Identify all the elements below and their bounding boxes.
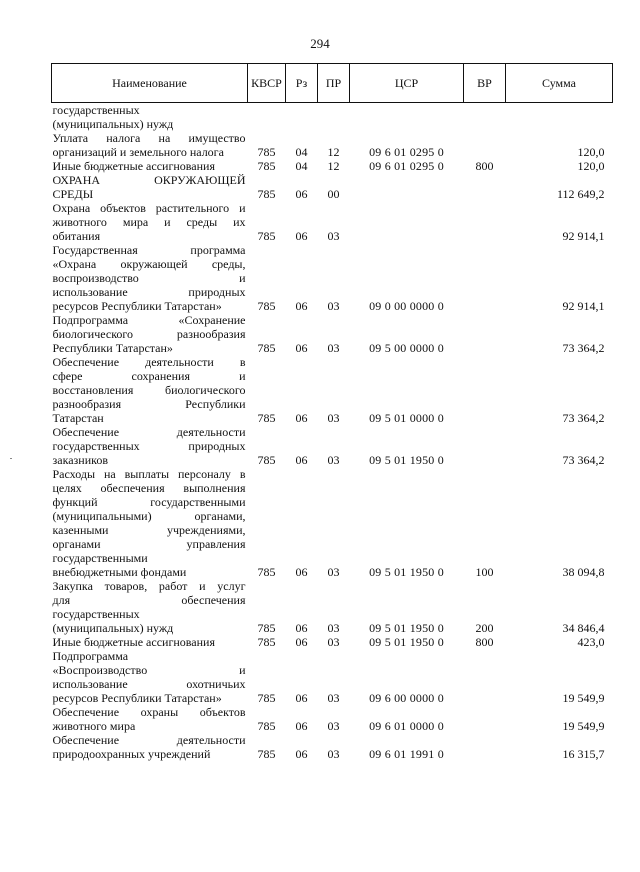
row-name-line: Иные бюджетные ассигнования — [52, 635, 215, 649]
row-rz: 06 — [295, 299, 308, 313]
row-kvsr: 785 — [257, 145, 276, 159]
row-csr: 09 6 01 0295 0 — [369, 159, 444, 173]
row-name — [52, 649, 248, 705]
table-row — [52, 131, 613, 159]
row-vr — [464, 649, 506, 705]
row-rz: 06 — [295, 565, 308, 579]
row-name-line: функций государственными — [52, 495, 246, 509]
row-csr: 09 6 00 0000 0 — [369, 691, 444, 705]
row-rz — [286, 103, 318, 132]
row-pr: 03 — [327, 635, 340, 649]
row-vr: 800 — [475, 635, 494, 649]
row-csr: 09 5 00 0000 0 — [369, 341, 444, 355]
table-row — [52, 635, 613, 649]
table-row — [52, 243, 613, 313]
row-csr: 09 5 01 1950 0 — [369, 565, 444, 579]
row-name — [52, 131, 248, 159]
row-name — [52, 733, 248, 761]
row-name-line: Государственная программа — [52, 243, 246, 257]
row-name-line: Обеспечение деятельности — [52, 733, 246, 747]
row-rz: 06 — [295, 229, 308, 243]
row-csr: 09 6 01 0000 0 — [369, 719, 444, 733]
row-rz: 04 — [295, 145, 308, 159]
row-rz: 06 — [295, 719, 308, 733]
row-csr: 09 6 01 0295 0 — [369, 145, 444, 159]
row-rz: 06 — [295, 411, 308, 425]
row-vr: 100 — [475, 565, 494, 579]
row-name-line: Подпрограмма «Сохранение — [52, 313, 246, 327]
row-kvsr: 785 — [257, 453, 276, 467]
table-row — [52, 579, 613, 635]
row-vr — [464, 243, 506, 313]
row-name-line: (муниципальных) нужд — [52, 621, 174, 635]
table-header — [52, 64, 613, 103]
row-csr — [350, 201, 464, 243]
row-name-line: «Воспроизводство и — [52, 663, 246, 677]
row-name-line: «Охрана окружающей среды, — [52, 257, 246, 271]
row-kvsr: 785 — [257, 719, 276, 733]
table-row — [52, 173, 613, 201]
row-sum: 73 364,2 — [562, 411, 605, 425]
row-sum: 34 846,4 — [562, 621, 605, 635]
row-name-line: использование природных — [52, 285, 246, 299]
header-kvsr: КВСР — [248, 64, 286, 103]
row-name-line: Расходы на выплаты персоналу в — [52, 467, 246, 481]
row-name — [52, 173, 248, 201]
row-csr: 09 5 01 1950 0 — [369, 453, 444, 467]
row-name-line: Республики Татарстан» — [52, 341, 173, 355]
row-pr: 03 — [327, 453, 340, 467]
row-vr — [464, 313, 506, 355]
row-rz: 06 — [295, 453, 308, 467]
row-pr: 03 — [327, 565, 340, 579]
row-sum: 73 364,2 — [562, 341, 605, 355]
row-kvsr: 785 — [257, 229, 276, 243]
row-csr: 09 5 01 0000 0 — [369, 411, 444, 425]
table-row — [52, 159, 613, 173]
row-csr: 09 5 01 1950 0 — [369, 635, 444, 649]
row-name — [52, 159, 248, 173]
row-name-line: для обеспечения — [52, 593, 246, 607]
row-name-line: разнообразия Республики — [52, 397, 246, 411]
row-vr — [464, 173, 506, 201]
row-sum: 19 549,9 — [562, 719, 605, 733]
row-name-line: (муниципальных) нужд — [52, 117, 174, 131]
row-name-line: животного мира и среды их — [52, 215, 246, 229]
row-name-line: воспроизводство и — [52, 271, 246, 285]
row-kvsr: 785 — [257, 159, 276, 173]
page-number: 294 — [310, 36, 330, 51]
row-name-line: государственных — [52, 103, 140, 117]
row-csr — [350, 173, 464, 201]
row-name — [52, 201, 248, 243]
row-sum: 92 914,1 — [562, 299, 605, 313]
row-name-line: органами управления — [52, 537, 246, 551]
row-vr — [464, 201, 506, 243]
row-kvsr: 785 — [257, 187, 276, 201]
row-name-line: ресурсов Республики Татарстан» — [52, 299, 222, 313]
row-rz: 06 — [295, 621, 308, 635]
row-name-line: организаций и земельного налога — [52, 145, 224, 159]
row-name-line: Охрана объектов растительного и — [52, 201, 246, 215]
header-csr: ЦСР — [350, 64, 464, 103]
table-row — [52, 355, 613, 425]
row-vr: 800 — [475, 159, 494, 173]
row-kvsr — [248, 103, 286, 132]
row-rz: 04 — [295, 159, 308, 173]
row-name-line: Обеспечение деятельности в — [52, 355, 246, 369]
row-pr: 03 — [327, 691, 340, 705]
row-rz: 06 — [295, 691, 308, 705]
row-sum: 120,0 — [577, 159, 605, 173]
header-pr: ПР — [318, 64, 350, 103]
row-pr: 03 — [327, 299, 340, 313]
row-vr: 200 — [475, 621, 494, 635]
row-rz: 06 — [295, 341, 308, 355]
row-name — [52, 425, 248, 467]
row-name-line: заказников — [52, 453, 109, 467]
row-csr — [350, 103, 464, 132]
table-row — [52, 649, 613, 705]
row-kvsr: 785 — [257, 621, 276, 635]
budget-table — [51, 63, 613, 761]
row-name-line: восстановления биологического — [52, 383, 246, 397]
row-name-line: (муниципальными) органами, — [52, 509, 246, 523]
row-pr: 12 — [327, 159, 340, 173]
table-row — [52, 705, 613, 733]
row-sum: 92 914,1 — [562, 229, 605, 243]
row-sum: 38 094,8 — [562, 565, 605, 579]
row-rz: 06 — [295, 635, 308, 649]
row-name-line: животного мира — [52, 719, 136, 733]
row-sum: 120,0 — [577, 145, 605, 159]
row-kvsr: 785 — [257, 691, 276, 705]
header-name: Наименование — [52, 64, 248, 103]
row-name-line: сфере сохранения и — [52, 369, 246, 383]
row-name — [52, 705, 248, 733]
row-vr — [464, 131, 506, 159]
row-vr — [464, 425, 506, 467]
row-name — [52, 635, 248, 649]
row-name — [52, 355, 248, 425]
row-pr: 03 — [327, 229, 340, 243]
row-kvsr: 785 — [257, 341, 276, 355]
table-body — [52, 103, 613, 762]
row-vr — [464, 355, 506, 425]
row-pr — [318, 103, 350, 132]
row-name-line: государственными — [52, 551, 148, 565]
row-name-line: обитания — [52, 229, 101, 243]
row-pr: 03 — [327, 621, 340, 635]
row-sum: 112 649,2 — [556, 187, 605, 201]
row-kvsr: 785 — [257, 747, 276, 761]
row-sum: 73 364,2 — [562, 453, 605, 467]
row-pr: 12 — [327, 145, 340, 159]
row-pr: 03 — [327, 747, 340, 761]
row-sum: 19 549,9 — [562, 691, 605, 705]
row-kvsr: 785 — [257, 635, 276, 649]
row-name-line: ресурсов Республики Татарстан» — [52, 691, 222, 705]
row-name-line: Подпрограмма — [52, 649, 129, 663]
row-kvsr: 785 — [257, 299, 276, 313]
row-rz: 06 — [295, 187, 308, 201]
row-name — [52, 313, 248, 355]
row-name-line: Обеспечение охраны объектов — [52, 705, 246, 719]
row-name-line: государственных — [52, 607, 140, 621]
row-name-line: СРЕДЫ — [52, 187, 94, 201]
row-pr: 03 — [327, 411, 340, 425]
row-name-line: биологического разнообразия — [52, 327, 246, 341]
row-name-line: Иные бюджетные ассигнования — [52, 159, 215, 173]
margin-mark — [10, 458, 12, 459]
header-vr: ВР — [464, 64, 506, 103]
header-sum: Сумма — [506, 64, 613, 103]
table-row — [52, 467, 613, 579]
table-row — [52, 313, 613, 355]
row-pr: 03 — [327, 341, 340, 355]
row-sum — [506, 103, 613, 132]
row-name-line: Обеспечение деятельности — [52, 425, 246, 439]
row-csr: 09 5 01 1950 0 — [369, 621, 444, 635]
row-pr: 00 — [327, 187, 340, 201]
row-csr: 09 6 01 1991 0 — [369, 747, 444, 761]
row-rz: 06 — [295, 747, 308, 761]
table-row — [52, 425, 613, 467]
row-name-line: природоохранных учреждений — [52, 747, 211, 761]
row-name — [52, 579, 248, 635]
row-sum: 16 315,7 — [562, 747, 605, 761]
row-vr — [464, 733, 506, 761]
row-pr: 03 — [327, 719, 340, 733]
row-name — [52, 243, 248, 313]
row-vr — [464, 103, 506, 132]
row-kvsr: 785 — [257, 565, 276, 579]
row-sum: 423,0 — [577, 635, 605, 649]
row-name-line: использование охотничьих — [52, 677, 246, 691]
row-name-line: целях обеспечения выполнения — [52, 481, 246, 495]
table-row — [52, 201, 613, 243]
row-name-line: Закупка товаров, работ и услуг — [52, 579, 246, 593]
row-csr: 09 0 00 0000 0 — [369, 299, 444, 313]
row-name-line: казенными учреждениями, — [52, 523, 246, 537]
row-name-line: ОХРАНА ОКРУЖАЮЩЕЙ — [52, 173, 246, 187]
table-row — [52, 733, 613, 761]
row-name-line: внебюджетными фондами — [52, 565, 187, 579]
row-name-line: Татарстан — [52, 411, 104, 425]
row-name — [52, 467, 248, 579]
table-row — [52, 103, 613, 132]
row-name — [52, 103, 248, 132]
header-rz: Рз — [286, 64, 318, 103]
row-vr — [464, 705, 506, 733]
row-name-line: государственных природных — [52, 439, 246, 453]
row-kvsr: 785 — [257, 411, 276, 425]
row-name-line: Уплата налога на имущество — [52, 131, 246, 145]
